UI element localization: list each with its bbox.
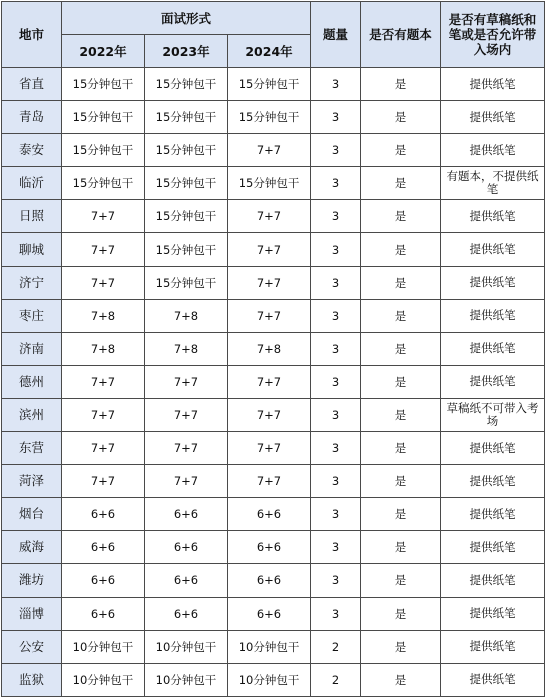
cell-format-2024: 10分钟包干 (228, 630, 311, 663)
cell-paper-pen: 提供纸笔 (441, 134, 545, 167)
cell-question-count: 3 (311, 597, 361, 630)
table-row (2, 299, 545, 332)
cell-paper-pen: 提供纸笔 (441, 432, 545, 465)
cell-city: 烟台 (2, 498, 62, 531)
cell-paper-pen: 提供纸笔 (441, 101, 545, 134)
interview-format-table-container (1, 1, 544, 692)
table-row (2, 597, 545, 630)
cell-paper-pen: 草稿纸不可带入考场 (441, 398, 545, 431)
cell-question-count: 3 (311, 332, 361, 365)
cell-question-count: 3 (311, 101, 361, 134)
cell-format-2024: 6+6 (228, 597, 311, 630)
cell-format-2022: 7+7 (62, 200, 145, 233)
cell-format-2024: 7+8 (228, 332, 311, 365)
cell-question-count: 3 (311, 68, 361, 101)
cell-format-2024: 6+6 (228, 531, 311, 564)
cell-format-2024: 7+7 (228, 200, 311, 233)
cell-format-2022: 7+7 (62, 233, 145, 266)
cell-city: 监狱 (2, 663, 62, 696)
cell-format-2024: 7+7 (228, 398, 311, 431)
cell-format-2024: 15分钟包干 (228, 167, 311, 200)
cell-format-2022: 6+6 (62, 597, 145, 630)
cell-format-2023: 7+7 (145, 365, 228, 398)
cell-city: 威海 (2, 531, 62, 564)
cell-has-question-book: 是 (361, 630, 441, 663)
cell-paper-pen: 提供纸笔 (441, 365, 545, 398)
table-row (2, 266, 545, 299)
cell-format-2023: 7+7 (145, 465, 228, 498)
table-row (2, 101, 545, 134)
cell-question-count: 3 (311, 365, 361, 398)
cell-has-question-book: 是 (361, 167, 441, 200)
cell-paper-pen: 提供纸笔 (441, 68, 545, 101)
header-year-2024: 2024年 (228, 35, 311, 68)
table-row (2, 498, 545, 531)
cell-question-count: 3 (311, 134, 361, 167)
header-paper: 是否有草稿纸和笔或是否允许带入场内 (441, 2, 545, 68)
cell-format-2022: 15分钟包干 (62, 134, 145, 167)
cell-question-count: 3 (311, 200, 361, 233)
header-has-book: 是否有题本 (361, 2, 441, 68)
cell-has-question-book: 是 (361, 663, 441, 696)
cell-question-count: 3 (311, 531, 361, 564)
table-row (2, 332, 545, 365)
table-row (2, 663, 545, 696)
cell-format-2022: 7+7 (62, 365, 145, 398)
cell-format-2022: 7+8 (62, 332, 145, 365)
cell-paper-pen: 提供纸笔 (441, 564, 545, 597)
cell-has-question-book: 是 (361, 68, 441, 101)
cell-has-question-book: 是 (361, 432, 441, 465)
cell-format-2022: 7+8 (62, 299, 145, 332)
cell-format-2023: 6+6 (145, 531, 228, 564)
table-row (2, 564, 545, 597)
cell-paper-pen: 提供纸笔 (441, 630, 545, 663)
cell-format-2024: 6+6 (228, 564, 311, 597)
cell-question-count: 3 (311, 233, 361, 266)
cell-paper-pen: 提供纸笔 (441, 266, 545, 299)
cell-has-question-book: 是 (361, 398, 441, 431)
cell-format-2023: 15分钟包干 (145, 68, 228, 101)
table-row (2, 531, 545, 564)
cell-question-count: 3 (311, 465, 361, 498)
cell-question-count: 3 (311, 564, 361, 597)
cell-format-2022: 15分钟包干 (62, 101, 145, 134)
table-row (2, 134, 545, 167)
cell-format-2024: 7+7 (228, 266, 311, 299)
cell-format-2022: 7+7 (62, 465, 145, 498)
cell-format-2024: 7+7 (228, 465, 311, 498)
cell-city: 日照 (2, 200, 62, 233)
cell-city: 菏泽 (2, 465, 62, 498)
cell-city: 临沂 (2, 167, 62, 200)
table-row (2, 432, 545, 465)
cell-format-2023: 10分钟包干 (145, 663, 228, 696)
cell-has-question-book: 是 (361, 465, 441, 498)
cell-paper-pen: 有题本，不提供纸笔 (441, 167, 545, 200)
cell-format-2023: 6+6 (145, 597, 228, 630)
cell-city: 聊城 (2, 233, 62, 266)
cell-format-2023: 7+8 (145, 332, 228, 365)
cell-format-2024: 7+7 (228, 134, 311, 167)
header-row-top (2, 2, 545, 35)
cell-format-2023: 6+6 (145, 498, 228, 531)
table-row (2, 630, 545, 663)
table-row (2, 167, 545, 200)
header-year-2022: 2022年 (62, 35, 145, 68)
cell-format-2022: 7+7 (62, 398, 145, 431)
cell-has-question-book: 是 (361, 200, 441, 233)
cell-paper-pen: 提供纸笔 (441, 200, 545, 233)
cell-question-count: 2 (311, 630, 361, 663)
cell-city: 德州 (2, 365, 62, 398)
cell-has-question-book: 是 (361, 531, 441, 564)
cell-city: 济宁 (2, 266, 62, 299)
cell-format-2022: 10分钟包干 (62, 630, 145, 663)
cell-question-count: 3 (311, 167, 361, 200)
cell-format-2022: 10分钟包干 (62, 663, 145, 696)
cell-paper-pen: 提供纸笔 (441, 465, 545, 498)
table-row (2, 398, 545, 431)
cell-format-2024: 7+7 (228, 432, 311, 465)
cell-format-2023: 7+7 (145, 432, 228, 465)
cell-format-2022: 15分钟包干 (62, 167, 145, 200)
cell-question-count: 3 (311, 432, 361, 465)
cell-format-2023: 15分钟包干 (145, 266, 228, 299)
interview-format-table (1, 1, 545, 697)
table-row (2, 465, 545, 498)
cell-city: 省直 (2, 68, 62, 101)
cell-format-2024: 10分钟包干 (228, 663, 311, 696)
cell-format-2023: 15分钟包干 (145, 101, 228, 134)
cell-has-question-book: 是 (361, 266, 441, 299)
table-body (2, 68, 545, 697)
header-city: 地市 (2, 2, 62, 68)
cell-format-2023: 15分钟包干 (145, 200, 228, 233)
cell-format-2024: 15分钟包干 (228, 101, 311, 134)
cell-format-2023: 7+8 (145, 299, 228, 332)
header-year-2023: 2023年 (145, 35, 228, 68)
cell-format-2023: 10分钟包干 (145, 630, 228, 663)
table-row (2, 68, 545, 101)
cell-paper-pen: 提供纸笔 (441, 663, 545, 696)
table-row (2, 233, 545, 266)
cell-format-2024: 7+7 (228, 299, 311, 332)
cell-question-count: 3 (311, 498, 361, 531)
table-row (2, 200, 545, 233)
cell-format-2024: 6+6 (228, 498, 311, 531)
cell-has-question-book: 是 (361, 564, 441, 597)
cell-city: 滨州 (2, 398, 62, 431)
cell-format-2023: 15分钟包干 (145, 233, 228, 266)
cell-question-count: 3 (311, 266, 361, 299)
cell-question-count: 3 (311, 299, 361, 332)
cell-city: 公安 (2, 630, 62, 663)
cell-has-question-book: 是 (361, 597, 441, 630)
cell-has-question-book: 是 (361, 365, 441, 398)
cell-city: 泰安 (2, 134, 62, 167)
cell-format-2022: 6+6 (62, 564, 145, 597)
cell-format-2024: 7+7 (228, 365, 311, 398)
cell-has-question-book: 是 (361, 299, 441, 332)
cell-has-question-book: 是 (361, 332, 441, 365)
cell-format-2022: 7+7 (62, 266, 145, 299)
cell-paper-pen: 提供纸笔 (441, 332, 545, 365)
header-count: 题量 (311, 2, 361, 68)
cell-format-2023: 15分钟包干 (145, 167, 228, 200)
cell-format-2022: 15分钟包干 (62, 68, 145, 101)
cell-format-2022: 7+7 (62, 432, 145, 465)
cell-has-question-book: 是 (361, 498, 441, 531)
cell-has-question-book: 是 (361, 134, 441, 167)
cell-city: 济南 (2, 332, 62, 365)
cell-city: 潍坊 (2, 564, 62, 597)
cell-paper-pen: 提供纸笔 (441, 299, 545, 332)
cell-format-2024: 7+7 (228, 233, 311, 266)
cell-format-2023: 15分钟包干 (145, 134, 228, 167)
cell-city: 东营 (2, 432, 62, 465)
cell-format-2024: 15分钟包干 (228, 68, 311, 101)
cell-city: 淄博 (2, 597, 62, 630)
cell-paper-pen: 提供纸笔 (441, 233, 545, 266)
cell-paper-pen: 提供纸笔 (441, 498, 545, 531)
cell-format-2022: 6+6 (62, 531, 145, 564)
header-format: 面试形式 (62, 2, 311, 35)
cell-city: 枣庄 (2, 299, 62, 332)
cell-question-count: 2 (311, 663, 361, 696)
cell-paper-pen: 提供纸笔 (441, 597, 545, 630)
cell-paper-pen: 提供纸笔 (441, 531, 545, 564)
table-row (2, 365, 545, 398)
cell-city: 青岛 (2, 101, 62, 134)
cell-format-2023: 7+7 (145, 398, 228, 431)
table-header (2, 2, 545, 68)
cell-format-2022: 6+6 (62, 498, 145, 531)
cell-question-count: 3 (311, 398, 361, 431)
cell-format-2023: 6+6 (145, 564, 228, 597)
cell-has-question-book: 是 (361, 101, 441, 134)
cell-has-question-book: 是 (361, 233, 441, 266)
